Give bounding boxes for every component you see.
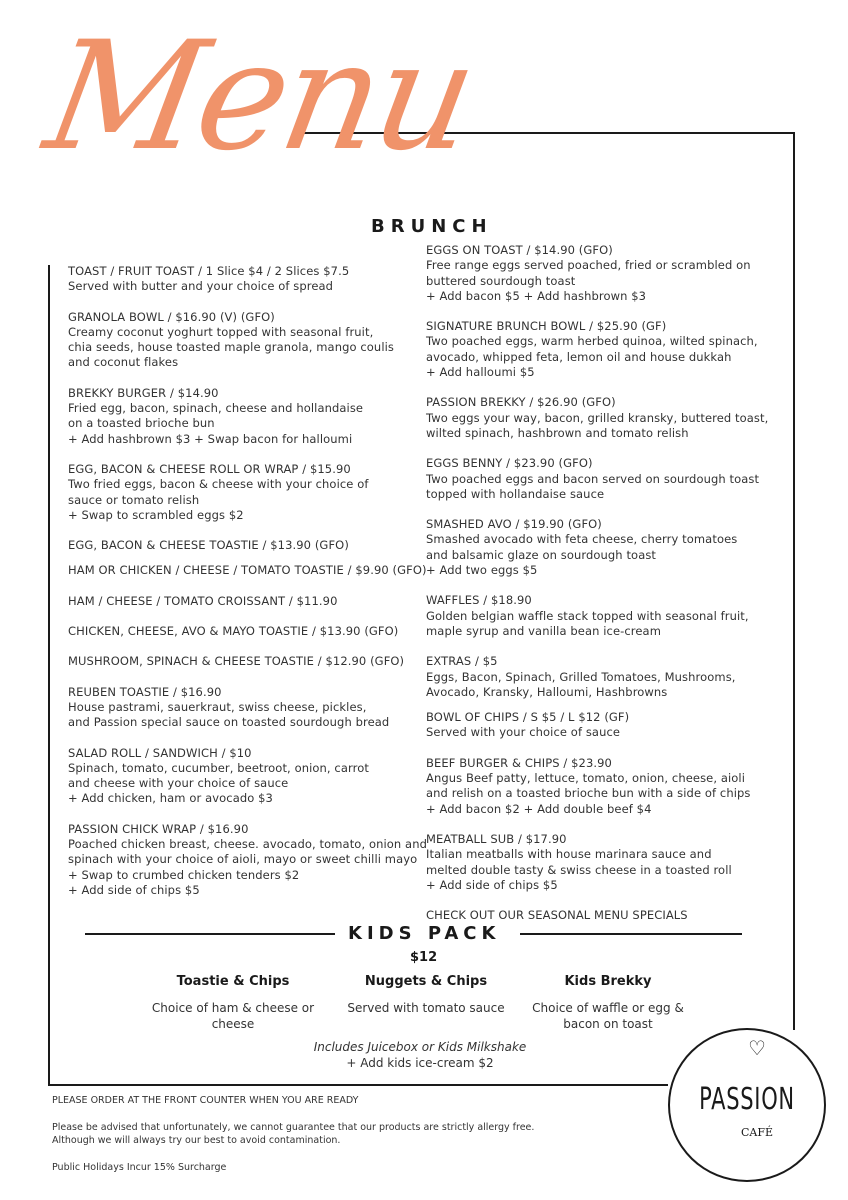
menu-item: [426, 319, 786, 380]
menu-item: [426, 756, 786, 817]
footer-surcharge: Public Holidays Incur 15% Surcharge: [52, 1162, 227, 1173]
menu-item: [68, 264, 418, 295]
kids-item-desc: Choice of waffle or egg &: [532, 1001, 684, 1015]
menu-item-description: + Add chicken, ham or avocado $3: [68, 791, 273, 806]
menu-item-description: chia seeds, house toasted maple granola, mango coulis: [68, 340, 394, 355]
menu-item: [68, 746, 418, 807]
kids-price: $12: [410, 950, 438, 965]
kids-rule-left: [85, 933, 335, 935]
menu-item-description: and cheese with your choice of sauce: [68, 776, 289, 791]
menu-item-title: EGGS ON TOAST / $14.90 (GFO): [426, 243, 613, 257]
menu-item-description: + Swap to crumbed chicken tenders $2: [68, 867, 300, 882]
kids-heading: KIDS PACK: [348, 923, 501, 944]
menu-item-description: maple syrup and vanilla bean ice-cream: [426, 623, 661, 638]
menu-item-description: House pastrami, sauerkraut, swiss cheese, pickles,: [68, 699, 367, 714]
kids-item-desc: bacon on toast: [563, 1017, 653, 1031]
menu-item-title: SALAD ROLL / SANDWICH / $10: [68, 745, 252, 760]
kids-item-name: Nuggets & Chips: [364, 974, 488, 989]
menu-item: [68, 462, 418, 523]
left-column: [68, 264, 427, 913]
frame-left-line: [48, 265, 50, 1085]
menu-item-description: Italian meatballs with house marinara sauce and: [426, 847, 712, 862]
menu-item-title: GRANOLA BOWL / $16.90 (V) (GFO): [68, 309, 275, 324]
menu-item: [68, 594, 418, 609]
footer-allergy-note-2: Although we will always try our best to avoid contamination.: [52, 1135, 341, 1146]
menu-item-description: and balsamic glaze on sourdough toast: [426, 547, 657, 562]
menu-item-title: SIGNATURE BRUNCH BOWL / $25.90 (GF): [426, 319, 667, 334]
menu-item-description: Golden belgian waffle stack topped with seasonal fruit,: [426, 608, 749, 623]
menu-item-description: Free range eggs served poached, fried or scrambled on: [426, 258, 751, 273]
menu-item-description: and coconut flakes: [68, 355, 179, 370]
menu-item-description: Served with your choice of sauce: [426, 725, 621, 740]
menu-item-description: and Passion special sauce on toasted sourdough bread: [68, 715, 390, 730]
menu-item-description: + Add side of chips $5: [426, 877, 558, 892]
menu-item: [426, 908, 786, 923]
menu-item-description: Avocado, Kransky, Halloumi, Hashbrowns: [426, 684, 668, 699]
menu-item-description: Two poached eggs, warm herbed quinoa, wilted spinach,: [426, 334, 758, 349]
menu-item: [426, 456, 786, 502]
heart-icon: ♡: [748, 1036, 766, 1060]
menu-item-description: Two poached eggs and bacon served on sourdough toast: [426, 471, 760, 486]
passion-cafe-logo: [668, 1028, 826, 1182]
menu-item: [68, 563, 427, 578]
menu-item-description: Spinach, tomato, cucumber, beetroot, onion, carrot: [68, 760, 369, 775]
menu-item-description: + Add hashbrown $3 + Swap bacon for halloumi: [68, 431, 353, 446]
menu-item-description: and relish on a toasted brioche bun with a side of chips: [426, 786, 751, 801]
menu-title: Menu: [34, 10, 485, 184]
menu-item: [68, 538, 418, 553]
frame-right-line: [793, 132, 795, 1030]
menu-item-title: CHECK OUT OUR SEASONAL MENU SPECIALS: [426, 908, 688, 923]
menu-item-title: MEATBALL SUB / $17.90: [426, 831, 567, 846]
kids-item-nuggets: [336, 974, 516, 1016]
menu-item-description: Poached chicken breast, cheese. avocado, tomato, onion and: [68, 837, 427, 852]
menu-item-title: PASSION CHICK WRAP / $16.90: [68, 821, 249, 836]
menu-item: [68, 310, 418, 371]
kids-includes: Includes Juicebox or Kids Milkshake: [313, 1040, 527, 1054]
menu-item-description: + Add bacon $2 + Add double beef $4: [426, 801, 652, 816]
menu-item-description: Fried egg, bacon, spinach, cheese and hollandaise: [68, 401, 364, 416]
menu-item: [68, 821, 427, 898]
brunch-heading: BRUNCH: [371, 216, 493, 237]
menu-item-title: TOAST / FRUIT TOAST / 1 Slice $4 / 2 Slices $7.5: [68, 264, 350, 278]
menu-item-title: REUBEN TOASTIE / $16.90: [68, 684, 222, 699]
menu-item: [68, 624, 418, 639]
kids-addon: + Add kids ice-cream $2: [346, 1056, 494, 1070]
menu-item: [68, 386, 418, 447]
kids-item-name: Kids Brekky: [564, 974, 652, 989]
menu-item: [68, 654, 418, 669]
frame-bottom-line: [48, 1084, 668, 1086]
menu-item-title: SMASHED AVO / $19.90 (GFO): [426, 517, 602, 532]
footer-order-note: PLEASE ORDER AT THE FRONT COUNTER WHEN YOU ARE READY: [52, 1095, 359, 1106]
menu-item-description: Two eggs your way, bacon, grilled kransky, buttered toast,: [426, 410, 769, 425]
kids-item-desc: cheese: [211, 1017, 255, 1031]
footer-allergy-note: Please be advised that unfortunately, we cannot guarantee that our products are strictly allergy free.: [52, 1122, 535, 1133]
menu-item-title: BEEF BURGER & CHIPS / $23.90: [426, 755, 612, 770]
menu-item-description: + Swap to scrambled eggs $2: [68, 507, 244, 522]
menu-item-title: EGG, BACON & CHEESE ROLL OR WRAP / $15.90: [68, 461, 351, 476]
menu-item-title: BREKKY BURGER / $14.90: [68, 385, 219, 400]
menu-item-description: wilted spinach, hashbrown and tomato relish: [426, 425, 689, 440]
right-column: [426, 243, 786, 938]
menu-item: [426, 593, 786, 639]
menu-item-description: avocado, whipped feta, lemon oil and house dukkah: [426, 349, 732, 364]
menu-item-description: melted double tasty & swiss cheese in a toasted roll: [426, 862, 732, 877]
menu-item-description: + Add side of chips $5: [68, 882, 200, 897]
menu-item-title: EGGS BENNY / $23.90 (GFO): [426, 456, 593, 471]
menu-item-description: topped with hollandaise sauce: [426, 486, 605, 501]
menu-item: [426, 243, 786, 304]
menu-item-description: buttered sourdough toast: [426, 273, 576, 288]
menu-item-description: sauce or tomato relish: [68, 492, 200, 507]
menu-item-title: BOWL OF CHIPS / S $5 / L $12 (GF): [426, 710, 630, 725]
menu-item-title: WAFFLES / $18.90: [426, 593, 532, 608]
menu-item-title: HAM OR CHICKEN / CHEESE / TOMATO TOASTIE / $9.90 (GFO): [68, 563, 427, 578]
menu-item-description: + Add halloumi $5: [426, 365, 535, 380]
menu-item-title: PASSION BREKKY / $26.90 (GFO): [426, 395, 616, 410]
menu-item-description: Two fried eggs, bacon & cheese with your choice of: [68, 477, 369, 492]
menu-item-title: EGG, BACON & CHEESE TOASTIE / $13.90 (GFO): [68, 538, 349, 553]
menu-item: [426, 517, 786, 578]
menu-item: [68, 685, 418, 731]
menu-item-description: Eggs, Bacon, Spinach, Grilled Tomatoes, Mushrooms,: [426, 669, 736, 684]
kids-item-desc: Served with tomato sauce: [347, 1001, 505, 1015]
kids-item-name: Toastie & Chips: [176, 974, 290, 989]
menu-item: [426, 832, 786, 893]
menu-item-title: EXTRAS / $5: [426, 654, 498, 669]
kids-item-toastie: [143, 974, 323, 1032]
menu-item-description: on a toasted brioche bun: [68, 416, 215, 431]
menu-item: [426, 654, 786, 700]
menu-item-description: Angus Beef patty, lettuce, tomato, onion, cheese, aioli: [426, 771, 746, 786]
menu-item-description: Smashed avocado with feta cheese, cherry tomatoes: [426, 532, 738, 547]
menu-item: [426, 395, 786, 441]
kids-item-desc: Choice of ham & cheese or: [151, 1001, 315, 1015]
menu-item-description: + Add two eggs $5: [426, 563, 538, 578]
menu-item: [426, 710, 786, 741]
kids-item-brekky: [518, 974, 698, 1032]
menu-item-description: spinach with your choice of aioli, mayo or sweet chilli mayo: [68, 852, 418, 867]
kids-rule-right: [520, 933, 742, 935]
menu-item-title: MUSHROOM, SPINACH & CHEESE TOASTIE / $12.90 (GFO): [68, 654, 405, 669]
menu-item-title: CHICKEN, CHEESE, AVO & MAYO TOASTIE / $13.90 (GFO): [68, 624, 399, 639]
menu-item-description: Served with butter and your choice of spread: [68, 279, 334, 294]
menu-item-description: Creamy coconut yoghurt topped with seasonal fruit,: [68, 324, 374, 339]
logo-name: PASSION: [699, 1082, 795, 1117]
logo-sub: CAFÉ: [740, 1126, 774, 1139]
menu-item-title: HAM / CHEESE / TOMATO CROISSANT / $11.90: [68, 593, 338, 608]
menu-item-description: + Add bacon $5 + Add hashbrown $3: [426, 288, 647, 303]
